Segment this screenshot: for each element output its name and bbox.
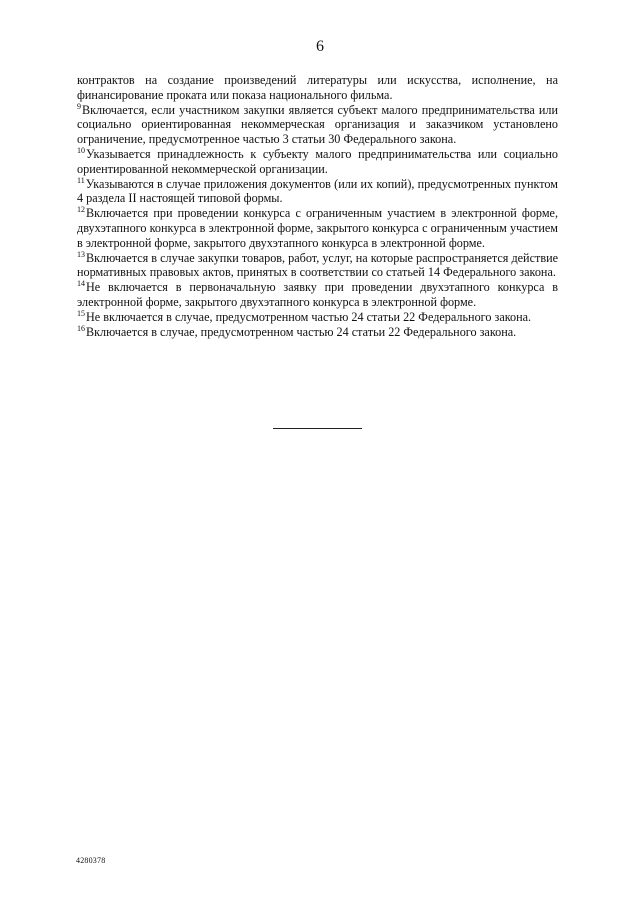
footnote-marker: 13 — [77, 249, 85, 259]
footnote-text: Включается в случае, предусмотренном частью 24 статьи 22 Федерального закона. — [86, 324, 517, 339]
footnote-12 — [77, 206, 558, 250]
footnote-text: Включается в случае закупки товаров, работ, услуг, на которые распространяется действие нормативных правовых актов, принятых в соответствии со статьей 14 Федерального закона. — [77, 250, 558, 280]
footnote-continuation — [77, 73, 558, 103]
footnote-text: Указывается принадлежность к субъекту малого предпринимательства или социально ориентированной некоммерческой организации. — [77, 146, 558, 176]
footnote-text: Указываются в случае приложения документов (или их копий), предусмотренных пунктом 4 раздела II настоящей типовой формы. — [77, 176, 558, 206]
document-code: 4280378 — [76, 856, 106, 865]
footnotes-block — [77, 73, 558, 339]
footnote-14 — [77, 280, 558, 310]
footnote-text: Не включается в случае, предусмотренном частью 24 статьи 22 Федерального закона. — [86, 309, 532, 324]
footnote-11 — [77, 177, 558, 207]
footnote-marker: 15 — [77, 308, 85, 318]
footnote-marker: 12 — [77, 205, 85, 215]
footnote-marker: 16 — [77, 323, 85, 333]
footnote-15 — [77, 310, 558, 325]
page-number: 6 — [316, 38, 324, 55]
footnote-marker: 11 — [77, 175, 85, 185]
footnote-16 — [77, 325, 558, 340]
footnote-marker: 14 — [77, 279, 85, 289]
footnote-text: Не включается в первоначальную заявку при проведении двухэтапного конкурса в электронной форме, закрытого двухэтапного конкурса в электронной форме. — [77, 280, 558, 309]
footnote-9 — [77, 103, 558, 147]
footnote-marker: 10 — [77, 145, 85, 155]
footnote-text: Включается, если участником закупки является субъект малого предпринимательства или социально ориентированная некоммерческая организация и заказчиком установлено ограничение, предусмотренное частью 3 статьи 30 Федерального закона. — [77, 102, 558, 147]
footnote-text: Включается при проведении конкурса с ограниченным участием в электронной форме, двухэтапного конкурса в электронной форме, закрытого конкурса с ограниченным участием в электронной форме, закрытого двухэтапного конкурса в электронной форме. — [77, 206, 558, 250]
footnote-marker: 9 — [77, 101, 81, 111]
footnote-10 — [77, 147, 558, 177]
footnote-13 — [77, 251, 558, 281]
footnote-text: контрактов на создание произведений литературы или искусства, исполнение, на финансирование проката или показа национального фильма. — [77, 73, 558, 102]
end-rule-divider — [273, 428, 362, 429]
